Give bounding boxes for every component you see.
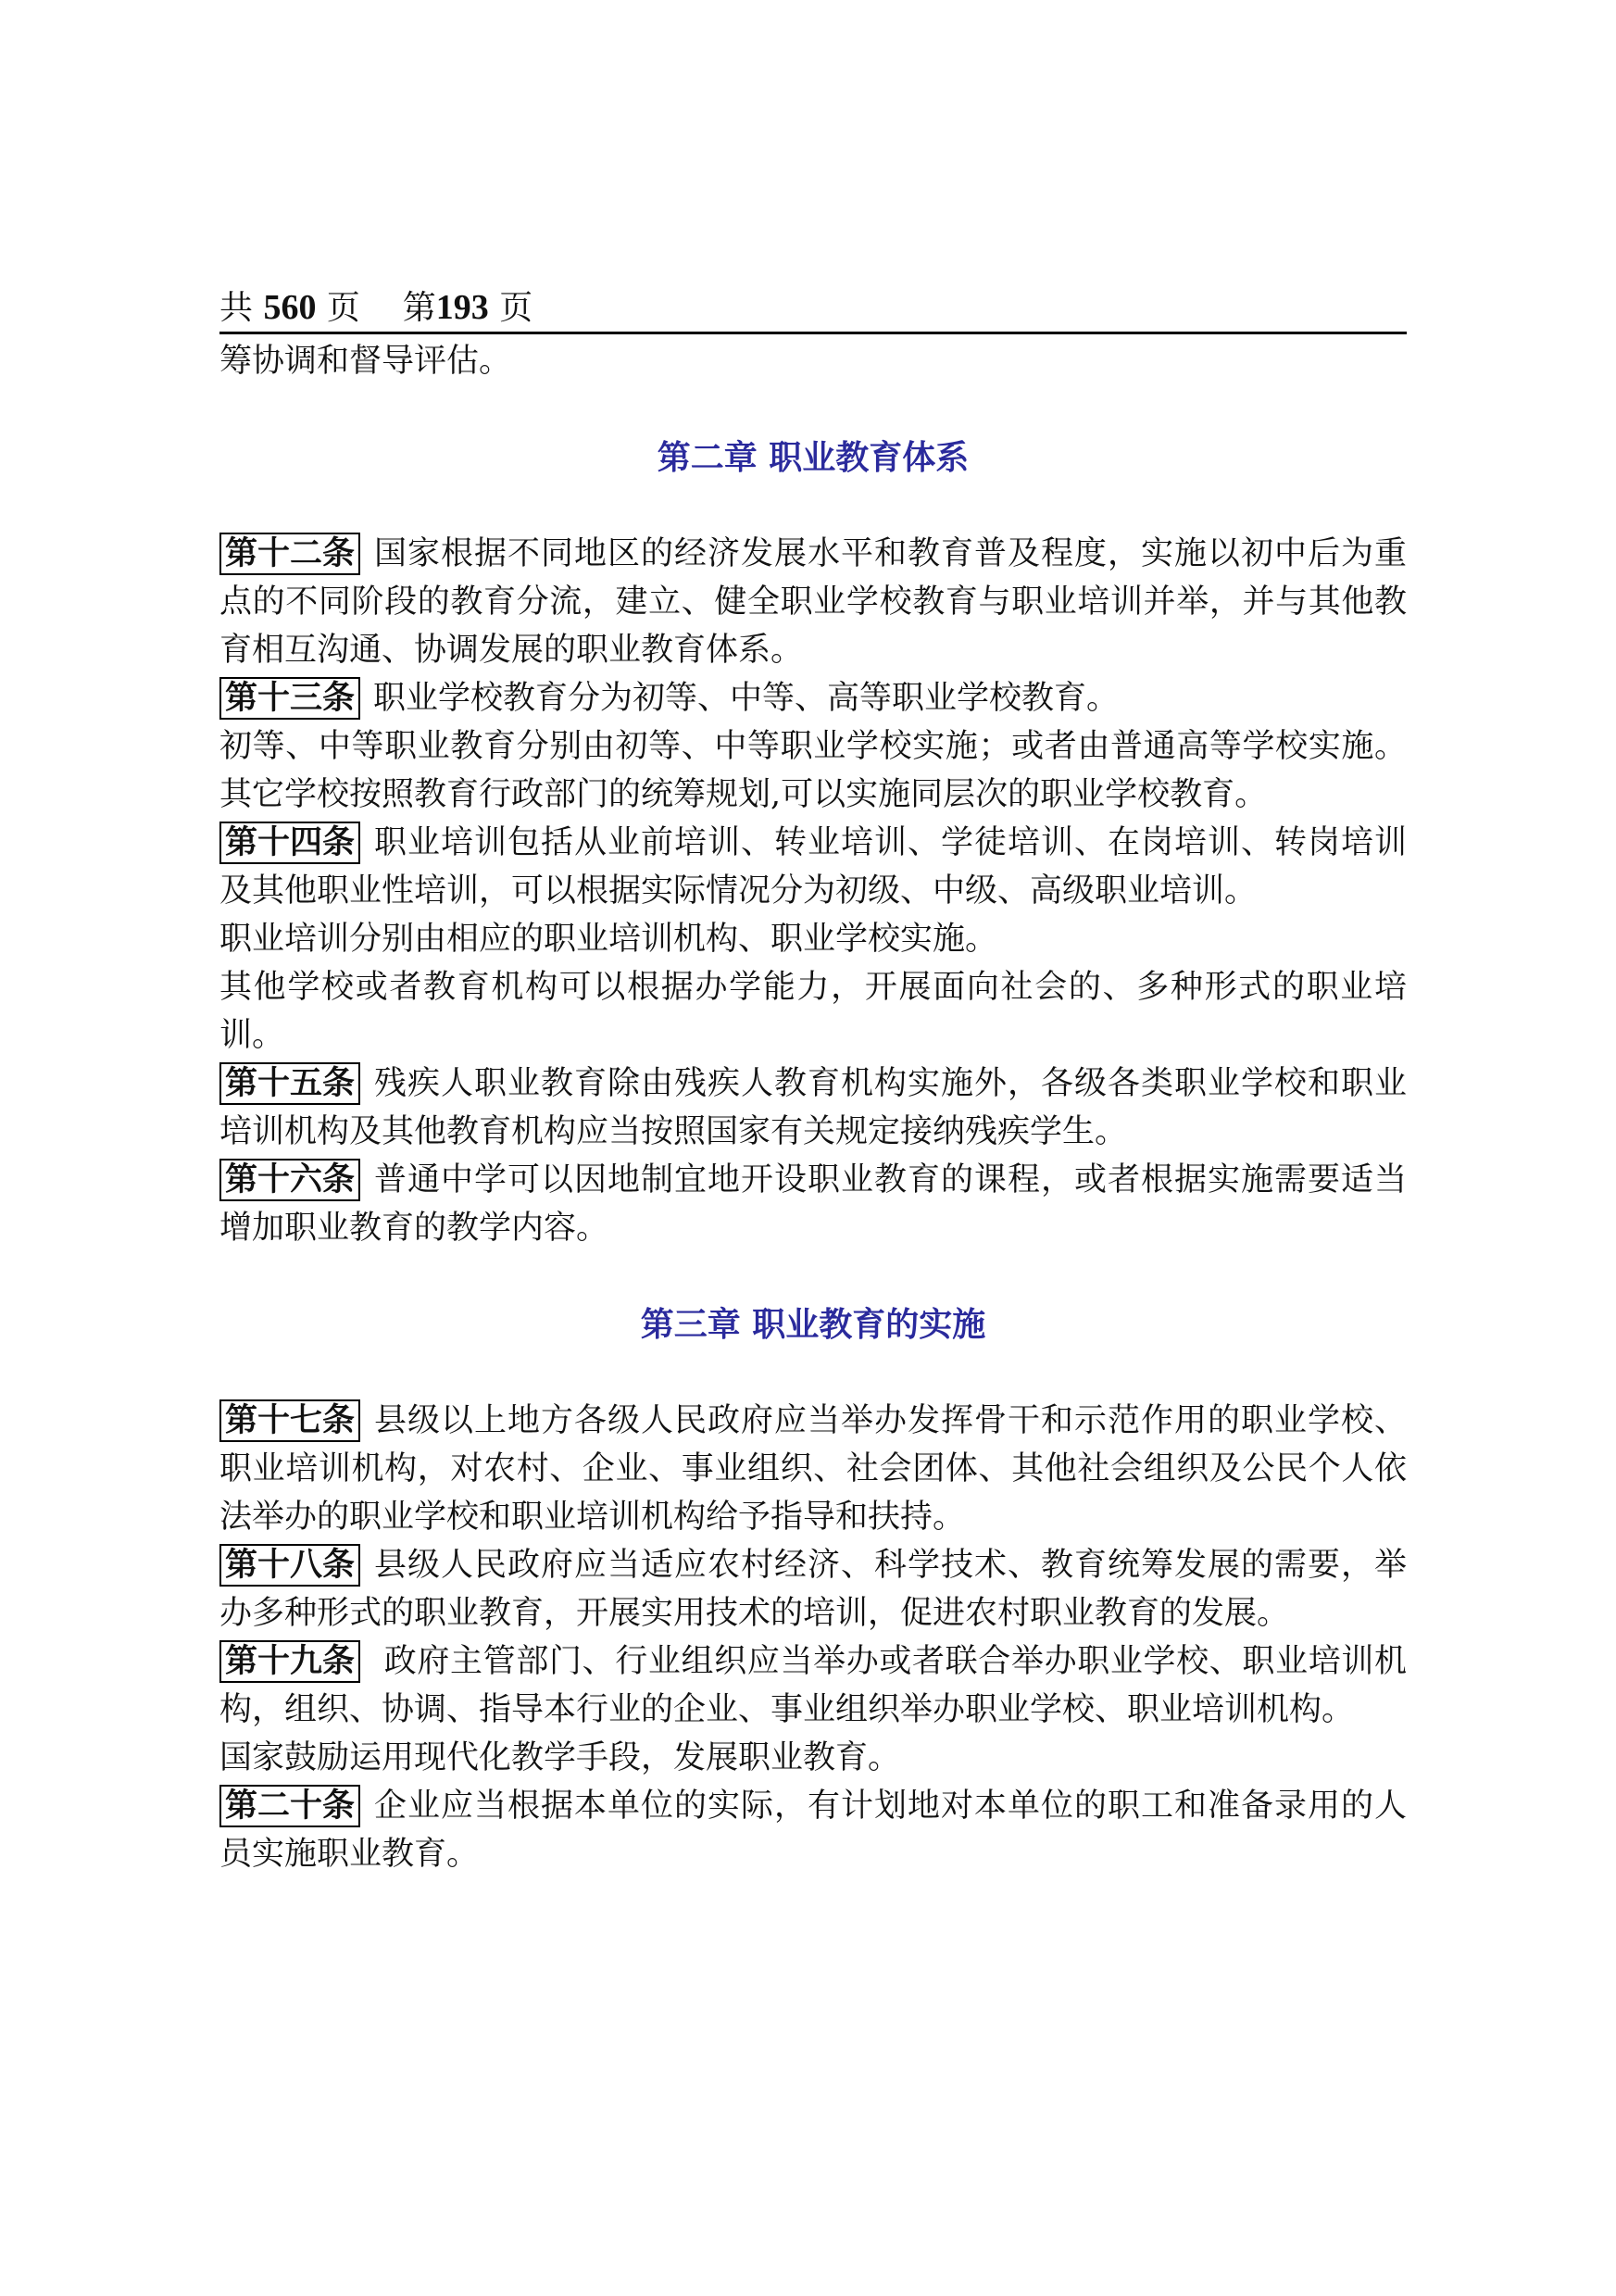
total-prefix: 共 bbox=[219, 289, 254, 327]
spacer bbox=[219, 1252, 1407, 1300]
paragraph bbox=[219, 915, 1407, 963]
paragraph bbox=[219, 963, 1407, 1060]
article bbox=[219, 530, 1407, 674]
spacer bbox=[219, 1349, 1407, 1397]
current-prefix: 第 bbox=[402, 289, 436, 327]
spacer bbox=[219, 482, 1407, 530]
paragraph-text: 筹协调和督导评估。 bbox=[219, 343, 512, 380]
article-text: 残疾人职业教育除由残疾人教育机构实施外，各级各类职业学校和职业培训机构及其他教育机构应当按照国家有关规定接纳残疾学生。 bbox=[219, 1065, 1407, 1150]
chapter-heading: 第二章 职业教育体系 bbox=[657, 438, 970, 477]
article-label: 第十二条 bbox=[219, 533, 360, 575]
article bbox=[219, 1637, 1407, 1734]
article-label: 第二十条 bbox=[219, 1785, 360, 1827]
article-label: 第十四条 bbox=[219, 822, 360, 864]
article-label: 第十六条 bbox=[219, 1159, 360, 1201]
article bbox=[219, 1541, 1407, 1637]
paragraph-text: 初等、中等职业教育分别由初等、中等职业学校实施；或者由普通高等学校实施。其它学校按照教育行政部门的统筹规划,可以实施同层次的职业学校教育。 bbox=[219, 728, 1407, 813]
article-text: 县级人民政府应当适应农村经济、科学技术、教育统筹发展的需要，举办多种形式的职业教育，开展实用技术的培训，促进农村职业教育的发展。 bbox=[219, 1547, 1407, 1632]
header-rule bbox=[219, 332, 1407, 334]
current-page: 193 bbox=[435, 288, 489, 327]
article-text: 县级以上地方各级人民政府应当举办发挥骨干和示范作用的职业学校、职业培训机构，对农村、企业、事业组织、社会团体、其他社会组织及公民个人依法举办的职业学校和职业培训机构给予指导和扶持。 bbox=[219, 1402, 1407, 1536]
article bbox=[219, 1397, 1407, 1541]
article-text: 政府主管部门、行业组织应当举办或者联合举办职业学校、职业培训机构，组织、协调、指导本行业的企业、事业组织举办职业学校、职业培训机构。 bbox=[219, 1643, 1407, 1728]
article-text: 职业培训包括从业前培训、转业培训、学徒培训、在岗培训、转岗培训及其他职业性培训，可以根据实际情况分为初级、中级、高级职业培训。 bbox=[219, 824, 1407, 910]
page-header bbox=[219, 287, 1405, 333]
article-label: 第十八条 bbox=[219, 1544, 360, 1587]
paragraph-text: 其他学校或者教育机构可以根据办学能力，开展面向社会的、多种形式的职业培训。 bbox=[219, 969, 1407, 1054]
paragraph bbox=[219, 722, 1407, 819]
article-text: 普通中学可以因地制宜地开设职业教育的课程，或者根据实施需要适当增加职业教育的教学内容。 bbox=[219, 1161, 1407, 1247]
paragraph-text: 国家鼓励运用现代化教学手段，发展职业教育。 bbox=[219, 1739, 901, 1776]
article bbox=[219, 674, 1407, 722]
article bbox=[219, 1782, 1407, 1878]
article bbox=[219, 1060, 1407, 1156]
article bbox=[219, 1156, 1407, 1252]
chapter-heading: 第三章 职业教育的实施 bbox=[640, 1305, 986, 1344]
total-pages: 560 bbox=[263, 288, 317, 327]
current-suffix: 页 bbox=[499, 289, 533, 327]
article bbox=[219, 819, 1407, 915]
article-text: 企业应当根据本单位的实际，有计划地对本单位的职工和准备录用的人员实施职业教育。 bbox=[219, 1788, 1407, 1873]
spacer bbox=[219, 385, 1407, 433]
paragraph bbox=[219, 1734, 1407, 1782]
article-label: 第十五条 bbox=[219, 1062, 360, 1105]
article-label: 第十九条 bbox=[219, 1640, 360, 1683]
article-label: 第十七条 bbox=[219, 1399, 360, 1442]
article-text: 国家根据不同地区的经济发展水平和教育普及程度，实施以初中后为重点的不同阶段的教育分流，建立、健全职业学校教育与职业培训并举，并与其他教育相互沟通、协调发展的职业教育体系。 bbox=[219, 535, 1407, 669]
document-body bbox=[219, 337, 1407, 1878]
paragraph-text: 职业培训分别由相应的职业培训机构、职业学校实施。 bbox=[219, 921, 998, 958]
article-label: 第十三条 bbox=[219, 677, 360, 720]
total-suffix: 页 bbox=[326, 289, 360, 327]
article-text: 职业学校教育分为初等、中等、高等职业学校教育。 bbox=[373, 680, 1120, 717]
paragraph bbox=[219, 337, 1407, 385]
